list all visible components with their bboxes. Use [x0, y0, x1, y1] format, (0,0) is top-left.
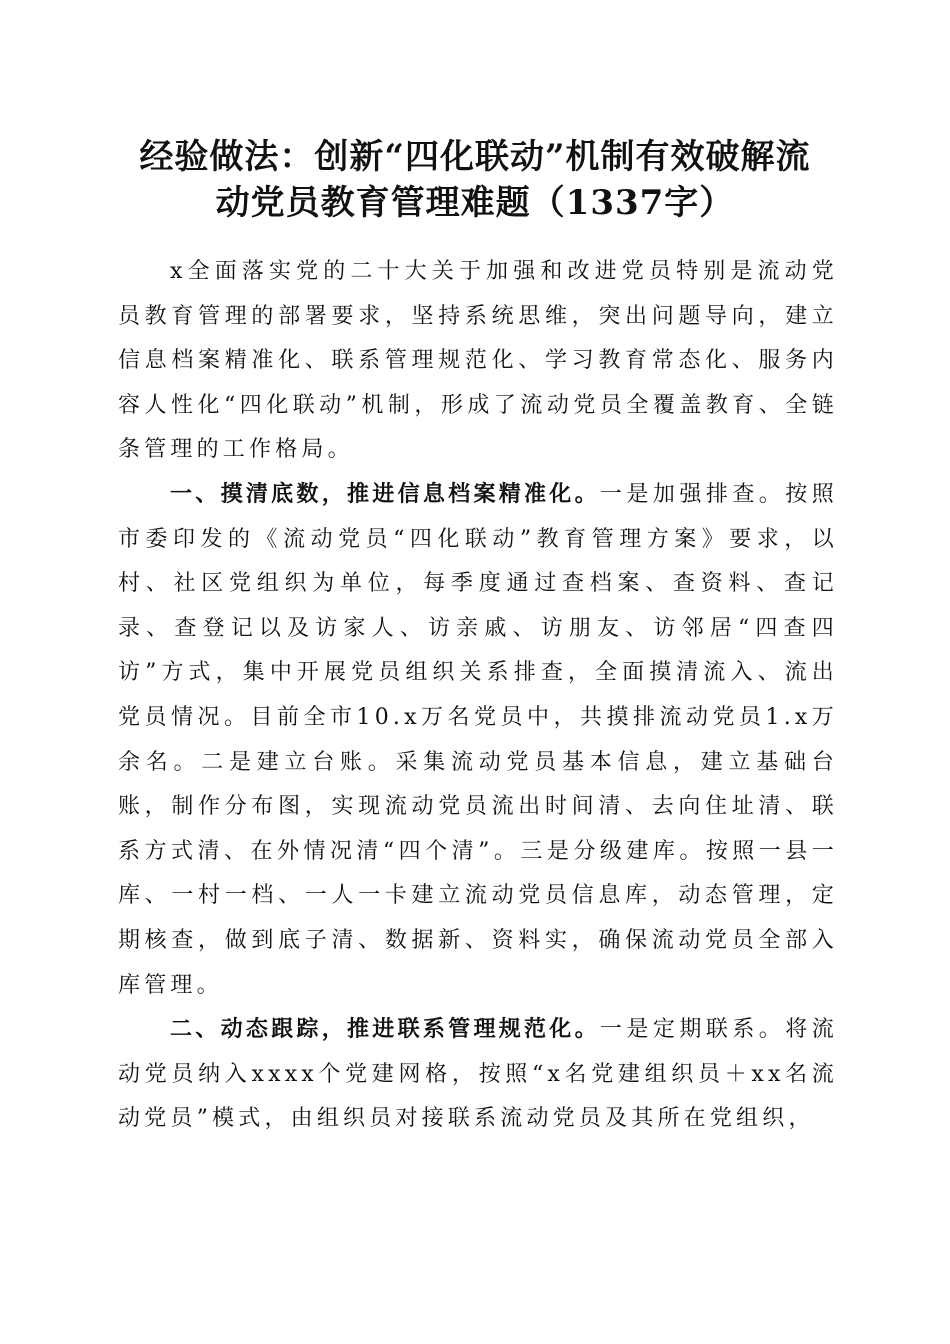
paragraph-section-1 [118, 473, 838, 1008]
title-line-1: 经验做法：创新“四化联动”机制有效破解流 [139, 137, 811, 177]
paragraph-intro [118, 250, 838, 473]
paragraph-text: x全面落实党的二十大关于加强和改进党员特别是流动党员教育管理的部署要求，坚持系统思维，突出问题导向，建立信息档案精准化、联系管理规范化、学习教育常态化、服务内容人性化“四化联动”机制，形成了流动党员全覆盖教育、全链条管理的工作格局。 [118, 259, 838, 463]
section-heading: 一、摸清底数，推进信息档案精准化。 [170, 481, 600, 507]
paragraph-text: 一是定期联系。将流动党员纳入xxxx个党建网格，按照“x名党建组织员＋xx名流动党员”模式，由组织员对接联系流动党员及其所在党组织， [118, 1017, 838, 1132]
paragraph-section-2 [118, 1008, 838, 1142]
document-body [118, 250, 838, 1142]
title-line-2: 动党员教育管理难题（1337字） [215, 183, 735, 223]
document-title [100, 134, 850, 226]
section-heading: 二、动态跟踪，推进联系管理规范化。 [170, 1017, 600, 1043]
paragraph-text: 一是加强排查。按照市委印发的《流动党员“四化联动”教育管理方案》要求，以村、社区党组织为单位，每季度通过查档案、查资料、查记录、查登记以及访家人、访亲戚、访朋友、访邻居“四查四访”方式，集中开展党员组织关系排查，全面摸清流入、流出党员情况。目前全市10.x万名党员中，共摸排流动党员1.x万余名。二是建立台账。采集流动党员基本信息，建立基础台账，制作分布图，实现流动党员流出时间清、去向住址清、联系方式清、在外情况清“四个清”。三是分级建库。按照一县一库、一村一档、一人一卡建立流动党员信息库，动态管理，定期核查，做到底子清、数据新、资料实，确保流动党员全部入库管理。 [118, 481, 838, 998]
